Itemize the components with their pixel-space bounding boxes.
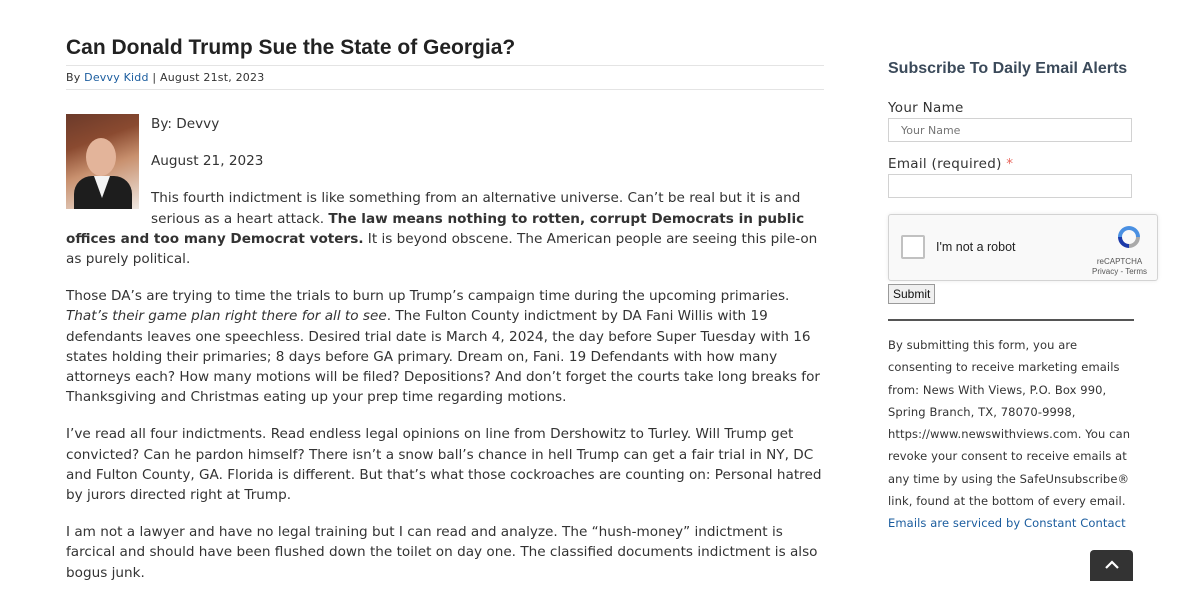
author-link[interactable]: Devvy Kidd — [84, 71, 149, 84]
paragraph-4: I am not a lawyer and have no legal training but I can read and analyze. The “hush-money” indictment is farcical and should have been flushed down the toilet on day one. The classified documents indictment is also bogus junk. — [66, 524, 818, 581]
article-meta — [66, 65, 824, 90]
recaptcha-icon — [1115, 223, 1143, 251]
name-input[interactable] — [888, 118, 1132, 142]
article — [66, 36, 824, 600]
date-line: August 21, 2023 — [151, 153, 264, 170]
chevron-up-icon — [1104, 560, 1120, 570]
author-photo — [66, 114, 139, 209]
italic-phrase: That’s their game plan right there for all to see — [66, 308, 387, 325]
consent-disclaimer: By submitting this form, you are consenting to receive marketing emails from: News With Views, P.O. Box 990, Spring Branch, TX, 78070-9998, https://www.newswithviews.com. You can revoke your consent to receive emails at any time by using the SafeUnsubscribe® link, found at the bottom of every email. Emails are serviced by Constant Contact — [888, 338, 1131, 531]
meta-separator: | — [152, 71, 157, 84]
paragraph-1: This fourth indictment is like something from an alternative universe. Can’t be real but it is and serious as a heart attack. The law means nothing to rotten, corrupt Democrats in public offices and too many Democrat voters. It is beyond obscene. The American people are seeing this pile-on as purely political. — [66, 190, 818, 268]
email-input[interactable] — [888, 174, 1132, 198]
captcha-label: I'm not a robot — [936, 240, 1016, 254]
paragraph-2: Those DA’s are trying to time the trials to burn up Trump’s campaign time during the upcoming primaries. That’s their game plan right there for all to see. The Fulton County indictment by DA Fani Willis with 19 defendants leaves one speechless. Desired trial date is March 4, 2024, the day before Super Tuesday with 16 states holding their primaries; 8 days before GA primary. Dream on, Fani. 19 Defendants with how many attorneys each? How many motions will be filed? Depositions? And don’t forget the courts take long breaks for Thanksgiving and Christmas eating up your prep time regarding motions. — [66, 288, 821, 406]
by-prefix: By — [66, 71, 81, 84]
required-mark: * — [1006, 156, 1014, 172]
constant-contact-link[interactable]: Emails are serviced by Constant Contact — [888, 516, 1126, 531]
subscribe-widget — [888, 60, 1158, 535]
scroll-to-top-button[interactable] — [1090, 550, 1133, 581]
article-body — [66, 114, 824, 583]
submit-button[interactable]: Submit — [888, 284, 935, 304]
paragraph-3: I’ve read all four indictments. Read endless legal opinions on line from Dershowitz to Turley. Will Trump get convicted? Can he pardon himself? There isn’t a snow ball’s chance in hell Trump can get a fair trial in NY, DC and Fulton County, GA. Florida is different. But that’s what those cockroaches are counting on: Personal hatred by jurors directed right at Trump. — [66, 426, 822, 504]
recaptcha-widget — [888, 214, 1158, 281]
email-label: Email (required) * — [888, 156, 1014, 172]
subscribe-title: Subscribe To Daily Email Alerts — [888, 60, 1128, 77]
captcha-links[interactable]: Privacy - Terms — [1092, 267, 1147, 276]
article-title: Can Donald Trump Sue the State of Georgia? — [66, 36, 516, 59]
captcha-checkbox[interactable] — [901, 235, 925, 259]
name-label: Your Name — [888, 100, 964, 116]
divider — [888, 319, 1134, 321]
captcha-brand: reCAPTCHA Privacy - Terms — [1092, 257, 1147, 276]
publish-date: August 21st, 2023 — [159, 71, 265, 84]
byline: By: Devvy — [151, 116, 220, 132]
bold-statement: The law means nothing to rotten, corrupt Democrats in public offices and too many Democrat voters. — [66, 210, 805, 247]
